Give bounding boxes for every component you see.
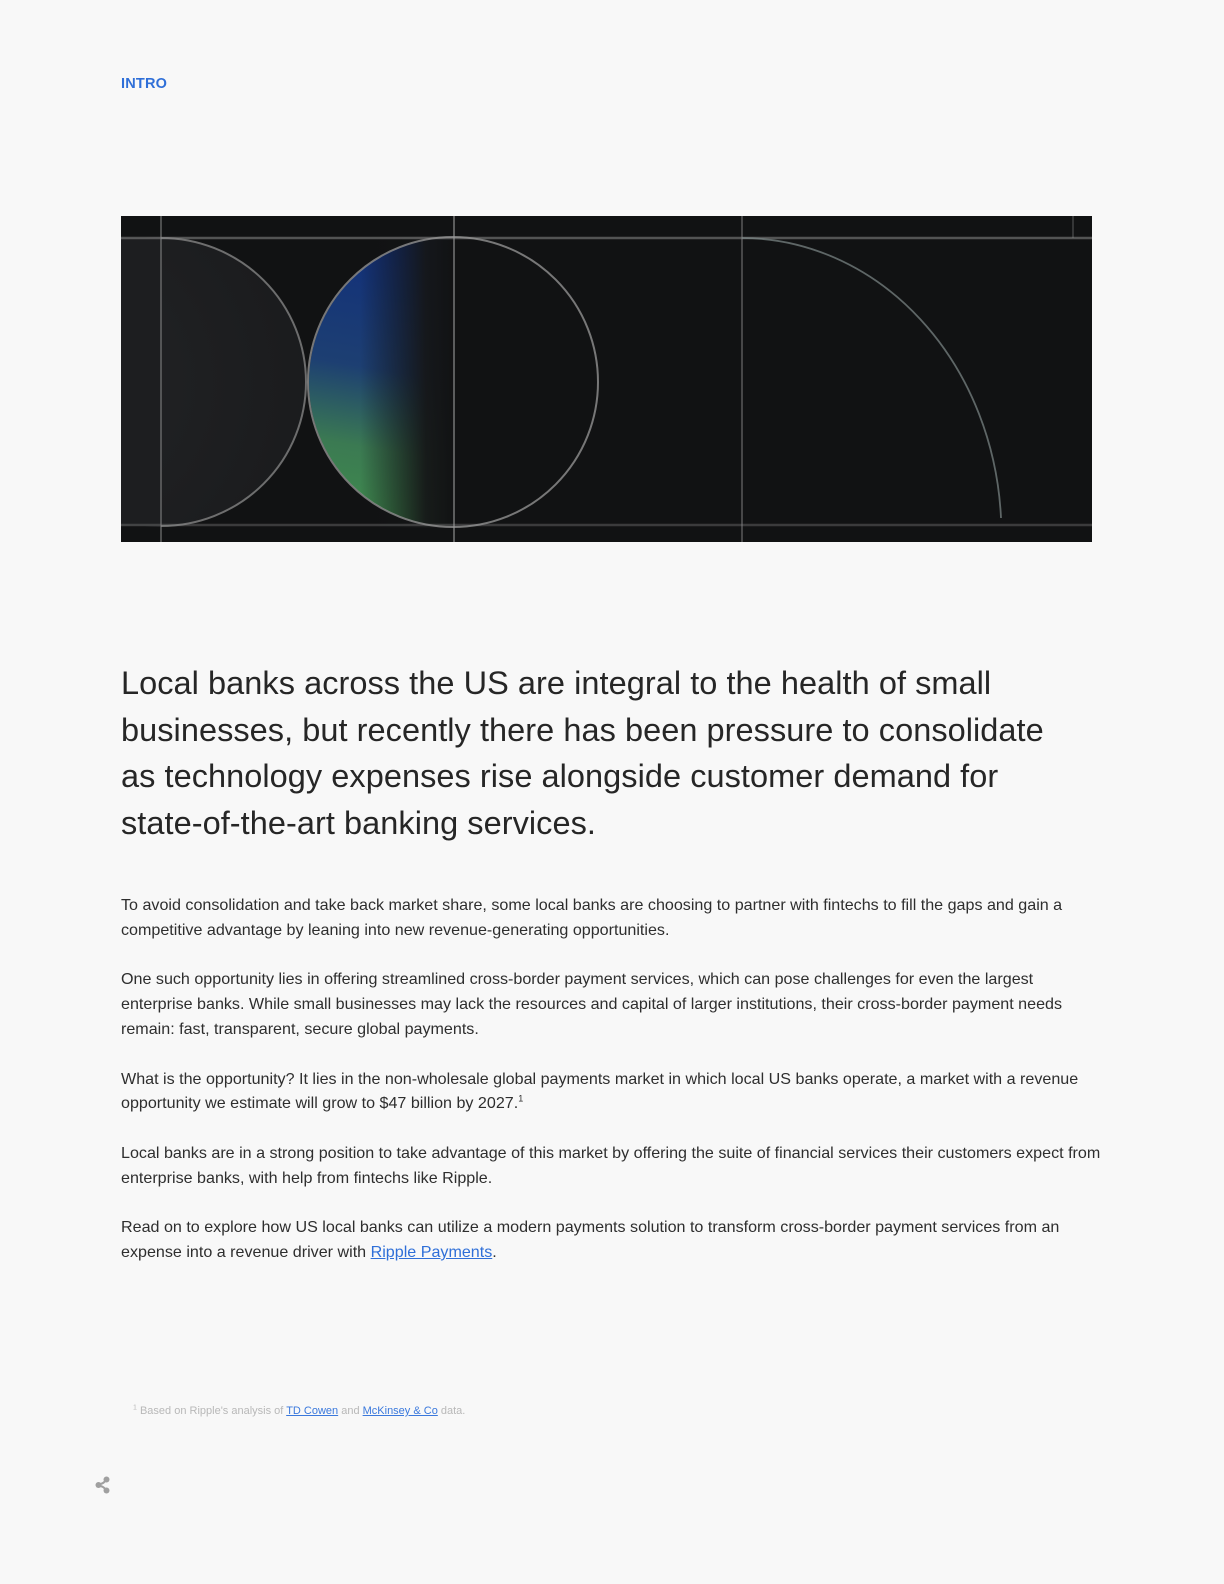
abstract-geometric-illustration [121,216,1092,542]
ripple-logo-icon [94,1475,112,1495]
paragraph-strong-position [121,1141,1106,1190]
footnote-number: 1 [133,1404,137,1412]
paragraph-text: What is the opportunity? It lies in the non-wholesale global payments market in which local US banks operate, a market with a revenue opportunity we estimate will grow to $47 billion by 2027. [121,1069,1079,1113]
footnote-text: Based on Ripple's analysis of [139,1405,287,1417]
paragraph-read-on [121,1215,1106,1264]
paragraph-cross-border-opportunity [121,967,1106,1041]
td-cowen-link[interactable]: TD Cowen [286,1405,339,1417]
paragraph-market-size [121,1067,1106,1116]
intro-headline: Local banks across the US are integral to the health of small businesses, but recently there has been pressure to consolidate as technology expenses rise alongside customer demand for state-of-the-art banking services. [121,665,1044,842]
paragraph-text: Local banks are in a strong position to take advantage of this market by offering the suite of financial services their customers expect from enterprise banks, with help from fintechs like Ripple. [121,1143,1101,1187]
mckinsey-link[interactable]: McKinsey & Co [362,1405,438,1417]
section-label: INTRO [121,76,168,92]
footnote-marker[interactable]: 1 [518,1093,524,1104]
footnote-text-middle: and [338,1405,363,1417]
paragraph-text: One such opportunity lies in offering streamlined cross-border payment services, which can pose challenges for even the largest enterprise banks. While small businesses may lack the resources and capital of larger institutions, their cross-border payment needs remain: fast, transparent, secure global payments. [121,970,1063,1038]
ripple-payments-link[interactable]: Ripple Payments [370,1243,493,1262]
paragraph-text: To avoid consolidation and take back market share, some local banks are choosing to partner with fintechs to fill the gaps and gain a competitive advantage by leaning into new revenue-generating opportunities. [121,896,1063,939]
paragraph-text: Read on to explore how US local banks can utilize a modern payments solution to transform cross-border payment services from an expense into a revenue driver with [121,1218,1060,1262]
footnote [133,1405,465,1417]
hero-banner-image [121,216,1092,542]
footnote-text-end: data. [437,1405,466,1417]
intro-body [121,893,1106,1290]
paragraph-text-end: . [492,1243,497,1262]
paragraph-partner-fintechs [121,893,1106,942]
